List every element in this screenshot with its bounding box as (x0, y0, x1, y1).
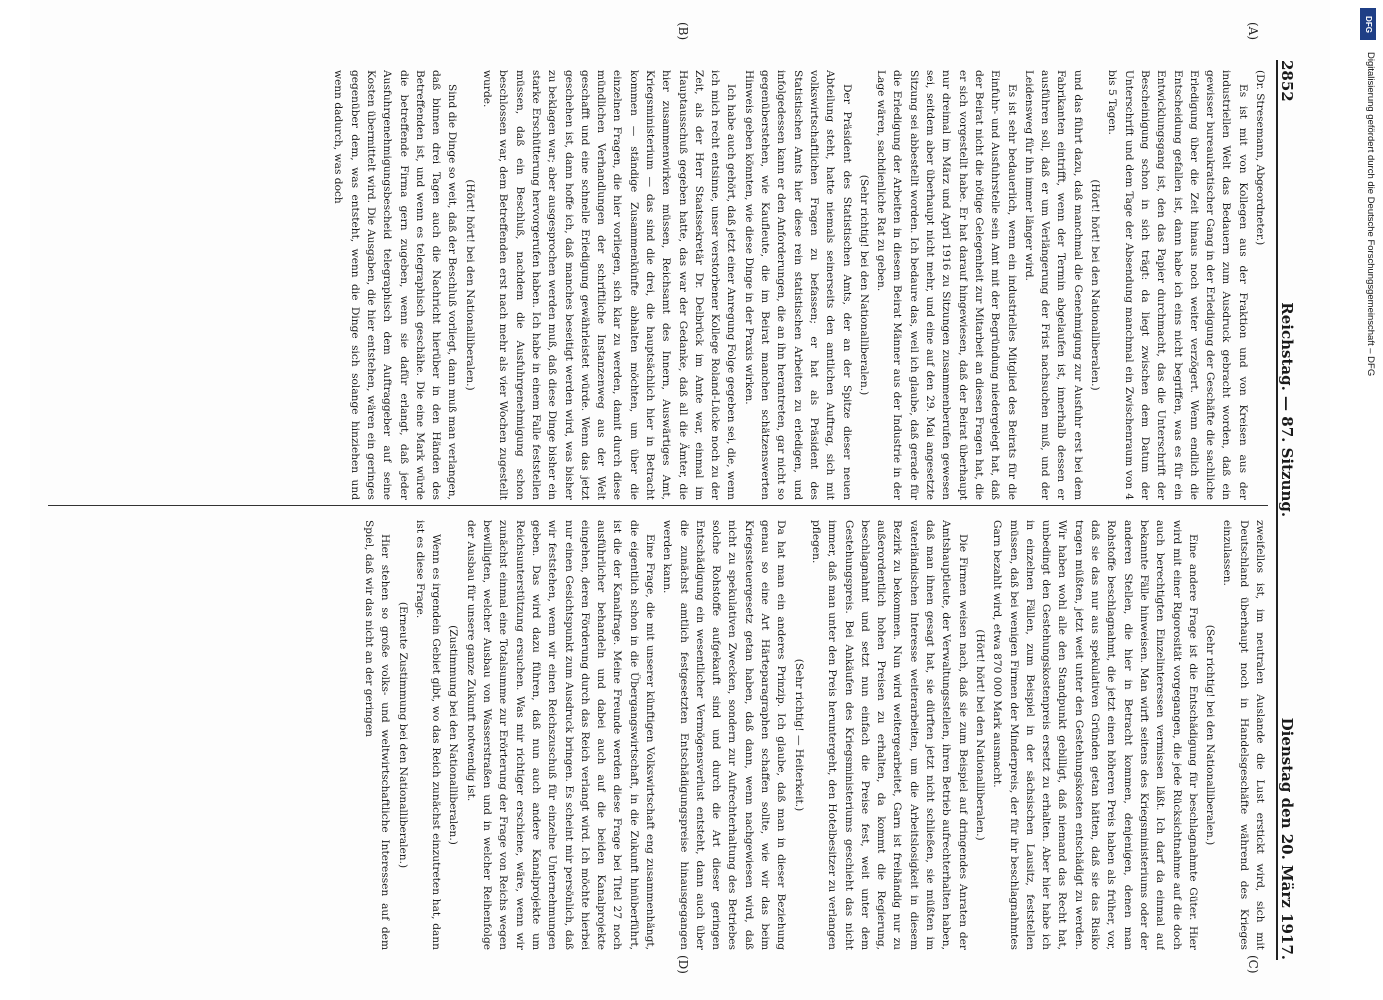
speaker-line: (Dr. Stresemann, Abgeordneter.) (1254, 70, 1266, 246)
paragraph: Eine Frage, die mit unserer künftigen Volkswirtschaft eng zusammenhängt, die eigentlich schon in die Übergangswirtschaft, in die Zukunft hinüberführt, ist die der Kanalfrage. Meine Freunde werden diese Frage bei Titel 27 noch ausführlicher behandeln und dabei auch auf die beiden Kanalprojekte eingehen, deren Förderung durch das Reich verlangt wird. Ich möchte hierbei nur einen Gesichtspunkt zum Ausdruck bringen. Es scheint mir persönlich, daß wir feststehen, wenn wir einen Reichszuschuß für einzelne Unternehmungen geben. Das wird dazu führen, daß nun auch andere Kanalprojekte um Reichsunterstützung ersuchen. Was mir richtiger erschiene, wäre, wenn wir zunächst einmal eine Totalsumme zur Erörterung der Frage von Reichs wegen bewilligten, welcher Ausbau von Wasserstraßen und in welcher Reihenfolge der Ausbau für unsere ganze Zukunft notwendig ist. (464, 520, 657, 950)
paragraph: zweifellos ist, im neutralen Auslande die Lust erstickt wird, sich mit Deutschland überhaupt noch in Handelsgeschäfte während des Krieges einzulassen. (1221, 520, 1266, 950)
interjection: (Zustimmung bei den Nationalliberalen.) (447, 625, 460, 845)
interjection: (Sehr richtig! — Heiterkeit.) (792, 658, 805, 812)
marker-c: (C) (1246, 955, 1260, 974)
paragraph: Die Firmen weisen nach, daß sie zum Beispiel auf dringendes Anraten der Amtshauptleute, der Verwaltungsstellen, ihren Betrieb aufrechterhalten haben, daß man ihnen gesagt hat, sie dürften jetzt nicht schließen, sie müßten im vaterländischen Interesse weiterarbeiten, um die Arbeitslosigkeit in diesem Bezirk zu bekommen. Nun wird weitergearbeitet, Garn ist freihändig nur zu außerordentlich hohen Preisen zu erhalten, da kommt die Regierung, beschlagnahmt und setzt nun einfach die Preise fest, weit unter dem Gestehungspreis. Bei Ankäufen des Kriegsministeriums geschieht das nicht immer, daß man unter den Preis heruntergeht, den Hotelbesitzer zu verlangen pflegen. (809, 520, 969, 950)
dfg-logo: DFG (1360, 8, 1376, 40)
scanned-page (30, 0, 1330, 1000)
interjection: (Hört! hört! bei den Nationalliberalen.) (1089, 179, 1102, 391)
marker-d: (D) (676, 955, 690, 974)
interjection: (Hört! hört! bei den Nationalliberalen.) (463, 179, 476, 391)
interjection: (Sehr richtig! bei den Nationalliberalen.) (857, 174, 870, 396)
paragraph: und das führt dazu, daß manchmal die Genehmigung zur Ausfuhr erst bei dem Fabrikanten eintrifft, wenn der Termin abgelaufen ist, innerhalb dessen er ausführen soll, daß er um Verlängerung der Frist nachsuchen muß, und der Leidensweg für ihn immer länger wird. (1022, 70, 1084, 500)
interjection: (Erneute Zustimmung bei den Nationalliberalen.) (396, 601, 409, 869)
paragraph: Ich habe auch gehört, daß jetzt einer Anregung Folge gegeben sei, die, wenn ich mich recht entsinne, unser verstorbener Kollege Roland-Lücke noch zu der Zeit, als der Herr Staatssekretär Dr. Delbrück im Amte war, einmal im Hauptausschuß gegeben hatte, das war der Gedanke, daß all die Ämter, die hier zusammenwirken müssen, Reichsamt des Innern, Auswärtiges Amt, Kriegsministerium — das sind die drei, die hauptsächlich hier in Betracht kommen — ständige Zusammenkünfte abhalten möchten, um über die einzelnen Fragen, die hier vorliegen, sich klar zu werden, damit durch diese mündlichen Verhandlungen der schriftliche Instanzenweg aus der Welt geschafft und eine schnelle Erledigung gewährleistet würde. Wenn das jetzt geschehen ist, dann hoffe ich, daß manches beseitigt werden wird, was bisher zu beklagen war; aber ausgesprochen werden muß, daß diese Dinge bisher ein starke Erschütterung hervorgerufen haben. Ich habe in einem Falle feststellen müssen, daß ein Beschluß, nachdem die Ausfuhrgenehmigung schon beschlossen war, dem Betreffenden erst nach mehr als vier Wochen zugestellt wurde. (481, 70, 738, 500)
paragraph: Es ist sehr bedauerlich, wenn ein industrielles Mitglied des Beirats für die Einfuhr- und Ausfuhrstelle sein Amt mit der Begründung niedergelegt hat, daß der Beirat nicht die nötige Gelegenheit zur Mitarbeit an diesen Fragen hat, die er sich vorgestellt habe. Er hat darauf hingewiesen, daß der Beirat überhaupt nur dreimal im März und April 1916 zu Sitzungen zusammenberufen gewesen sei, seitdem aber überhaupt nicht mehr, und eine auf den 29. Mai angesetzte Sitzung sei abbestellt worden. Ich bedaure das, weil ich glaube, daß gerade für die Erledigung der Arbeiten in diesem Beirat Männer aus der Industrie in der Lage wären, sachdienliche Rat zu geben. (875, 70, 1018, 500)
paragraph: Wenn es irgendein Gebiet gibt, wo das Reich zunächst einzutreten hat, dann ist es diese Frage. (413, 520, 443, 950)
interjection: (Sehr richtig! bei den Nationalliberalen.) (1204, 624, 1217, 846)
paragraph: Es ist mit von Kollegen aus der Fraktion und von Kreisen aus der industriellen Welt das Bedauern zum Ausdruck gebracht worden, daß ein gewisser bureaukratischer Gang in der Erledigung der Geschäfte die sachliche Erledigung über die Zeit hinaus noch weiter verzögert. Wenn endlich die Entscheidung gefallen ist, dann habe ich eins nicht begriffen, was es für ein Entwicklungsgang ist, den das Papier durchmacht, das die Unterschrift der Bescheinigung schon in sich trägt: da liegt zwischen dem Datum der Unterschrift und dem Tage der Absendung manchmal ein Zwischenraum von 4 bis 5 Tagen. (1106, 70, 1249, 500)
header-date: Dienstag den 20. März 1917. (1278, 717, 1296, 960)
page-number: 2852 (1278, 60, 1296, 102)
paragraph: Eine andere Frage ist die Entschädigung für beschlagnahmte Güter. Hier wird mit einer Rigorosität vorgegangen, die jede Rücksichtnahme auf die doch auch berechtigten Einzelinteressen vermissen läßt. Ich darf da einmal auf bekannte Fälle hinweisen. Man wirft seitens des Kriegsministeriums oder der anderen Stellen, die hier in Betracht kommen, denjenigen, denen man Rohstoffe beschlagnahmt, die jetzt einen höheren Preis haben als früher, vor, daß sie das nur aus spekulativen Gründen getan hätten, daß sie das Risiko tragen müßten, jetzt weit unter den Gestehungskosten entschädigt zu werden. Wir haben wohl alle den Standpunkt gebilligt, daß niemand das Recht hat, unbedingt den Gestehungskostenpreis ersetzt zu erhalten. Aber hier habe ich in einzelnen Fällen, zum Beispiel in der sächsischen Lausitz, feststellen müssen, daß bei wenigen Firmen der Minderpreis, der für ihr beschlagnahmtes Garn bezahlt wird, etwa 870 000 Mark ausmacht. (991, 520, 1199, 950)
paragraph: Da hat man ein anderes Prinzip. Ich glaube, daß man in dieser Beziehung genau so eine Art Härteparagraphen schaffen sollte, wie wir das beim Kriegssteuergesetz getan haben, daß dann, wenn nachgewiesen wird, daß nicht zu spekulativen Zwecken, sondern zur Aufrechterhaltung des Betriebes solche Rohstoffe aufgekauft sind und durch die Art dieser geringen Entschädigung ein wesentlicher Vermögensverlust entsteht, dann auch über die zunächst amtlich festgesetzten Entschädigungspreise hinausgegangen werden kann. (661, 520, 788, 950)
paragraph: Sind die Dinge so weit, daß der Beschluß vorliegt, dann muß man verlangen, daß binnen drei Tagen auch die Nachricht hierüber in den Händen des Betreffenden ist, und wenn es telegraphisch geschähe. Die eine Mark würde die betreffende Firma gern zugeben, wenn sie dafür erlangt, daß jeder Ausfuhrgenehmigungsbescheid telegraphisch dem Auftraggeber auf seine Kosten übermittelt wird. Die Ausgaben, die hier entstehen, wären ein geringes gegenüber dem, was entsteht, wenn die Dinge sich solange hinziehen und wenn dadurch, was doch (332, 70, 459, 500)
marker-b: (B) (676, 22, 690, 41)
paragraph: Der Präsident des Statistischen Amts, der an der Spitze dieser neuen Abteilung steht, hatte niemals seinerseits den amtlichen Auftrag, sich mit volkswirtschaftlichen Fragen zu befassen; er hat als Präsident des Statistischen Amts hier diese rein statistischen Arbeiten zu erledigen, und infolgedessen kann er den Anforderungen, die an ihn herantreten, gar nicht so gegenüberstehen, wie Kaufleute, die im Beirat manchen schätzenswerten Hinweis geben könnten, wie diese Dinge in der Praxis wirken. (742, 70, 853, 500)
left-column (48, 70, 1268, 500)
right-column (48, 520, 1268, 950)
digitization-credit (1357, 8, 1377, 998)
column-divider (48, 505, 1268, 506)
header-session: Reichstag. — 87. Sitzung. (1278, 302, 1296, 518)
page-header (1276, 60, 1310, 960)
interjection: (Hört! hört! bei den Nationalliberalen.) (973, 629, 986, 841)
marker-a: (A) (1246, 22, 1260, 41)
paragraph: Hier stehen so große volks- und weltwirtschaftliche Interessen auf dem Spiel, daß wir das nicht an der geringen (362, 520, 392, 950)
credit-text: Digitalisierung gefördert durch die Deutsche Forschungsgemeinschaft – DFG (1365, 52, 1376, 377)
